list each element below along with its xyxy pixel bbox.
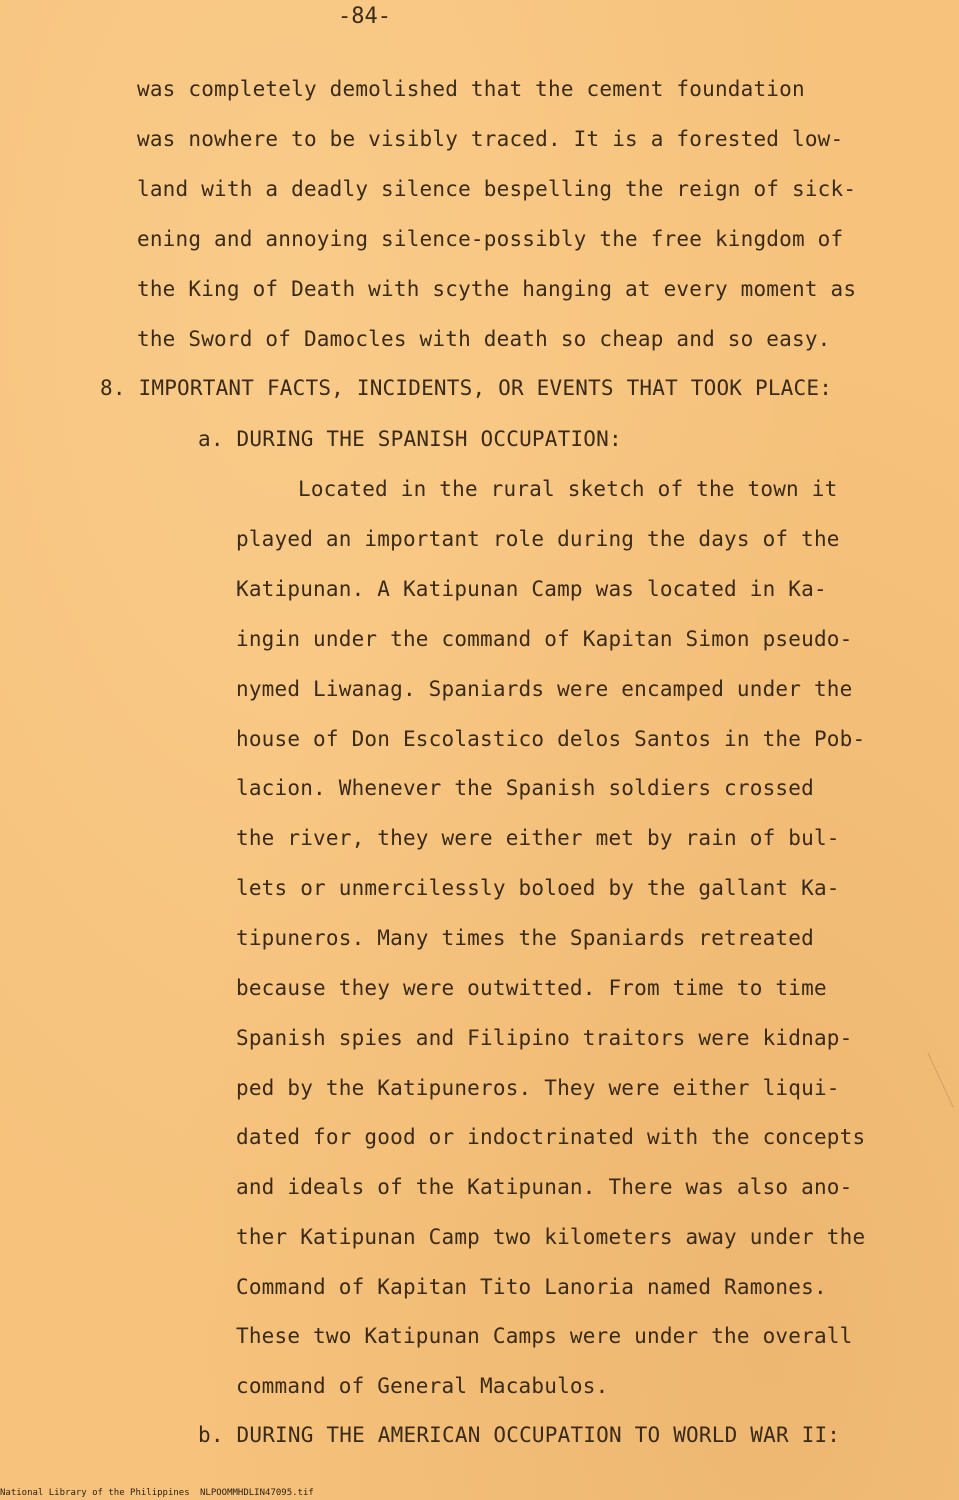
text-line: was nowhere to be visibly traced. It is a forested low- [137,127,844,151]
text-line: nymed Liwanag. Spaniards were encamped under the [236,677,853,701]
text-line: ening and annoying silence-possibly the free kingdom of [137,227,844,251]
text-line: was completely demolished that the cement foundation [137,77,805,101]
text-line: lets or unmercilessly boloed by the gallant Ka- [236,876,840,900]
text-line: These two Katipunan Camps were under the overall [236,1324,853,1348]
text-line: Katipunan. A Katipunan Camp was located in Ka- [236,577,827,601]
text-line: ped by the Katipuneros. They were either liqui- [236,1076,840,1100]
text-line: tipuneros. Many times the Spaniards retreated [236,926,814,950]
text-line: ther Katipunan Camp two kilometers away under the [236,1225,866,1249]
text-line: Spanish spies and Filipino traitors were kidnap- [236,1026,853,1050]
section-heading: 8. IMPORTANT FACTS, INCIDENTS, OR EVENTS THAT TOOK PLACE: [100,376,833,400]
subheading-american-occupation: b. DURING THE AMERICAN OCCUPATION TO WORLD WAR II: [198,1423,841,1447]
text-line: land with a deadly silence bespelling the reign of sick- [137,177,857,201]
text-line: house of Don Escolastico delos Santos in the Pob- [236,727,866,751]
footer-library: National Library of the Philippines [0,1488,190,1498]
text-line: Command of Kapitan Tito Lanoria named Ramones. [236,1275,827,1299]
page-number: -84- [338,4,391,29]
footer-filename: NLPOOMMHDLIN47095.tif [200,1488,314,1498]
text-line: the Sword of Damocles with death so cheap and so easy. [137,327,831,351]
text-line: the King of Death with scythe hanging at every moment as [137,277,857,301]
text-line: ingin under the command of Kapitan Simon pseudo- [236,627,853,651]
text-line: the river, they were either met by rain of bul- [236,826,840,850]
text-line: lacion. Whenever the Spanish soldiers crossed [236,776,814,800]
text-line: because they were outwitted. From time to time [236,976,827,1000]
text-line: Located in the rural sketch of the town it [298,477,838,501]
subheading-spanish-occupation: a. DURING THE SPANISH OCCUPATION: [198,427,622,451]
paper-crease [927,1053,953,1108]
text-line: dated for good or indoctrinated with the concepts [236,1125,866,1149]
text-line: command of General Macabulos. [236,1374,609,1398]
text-line: and ideals of the Katipunan. There was also ano- [236,1175,853,1199]
text-line: played an important role during the days of the [236,527,840,551]
